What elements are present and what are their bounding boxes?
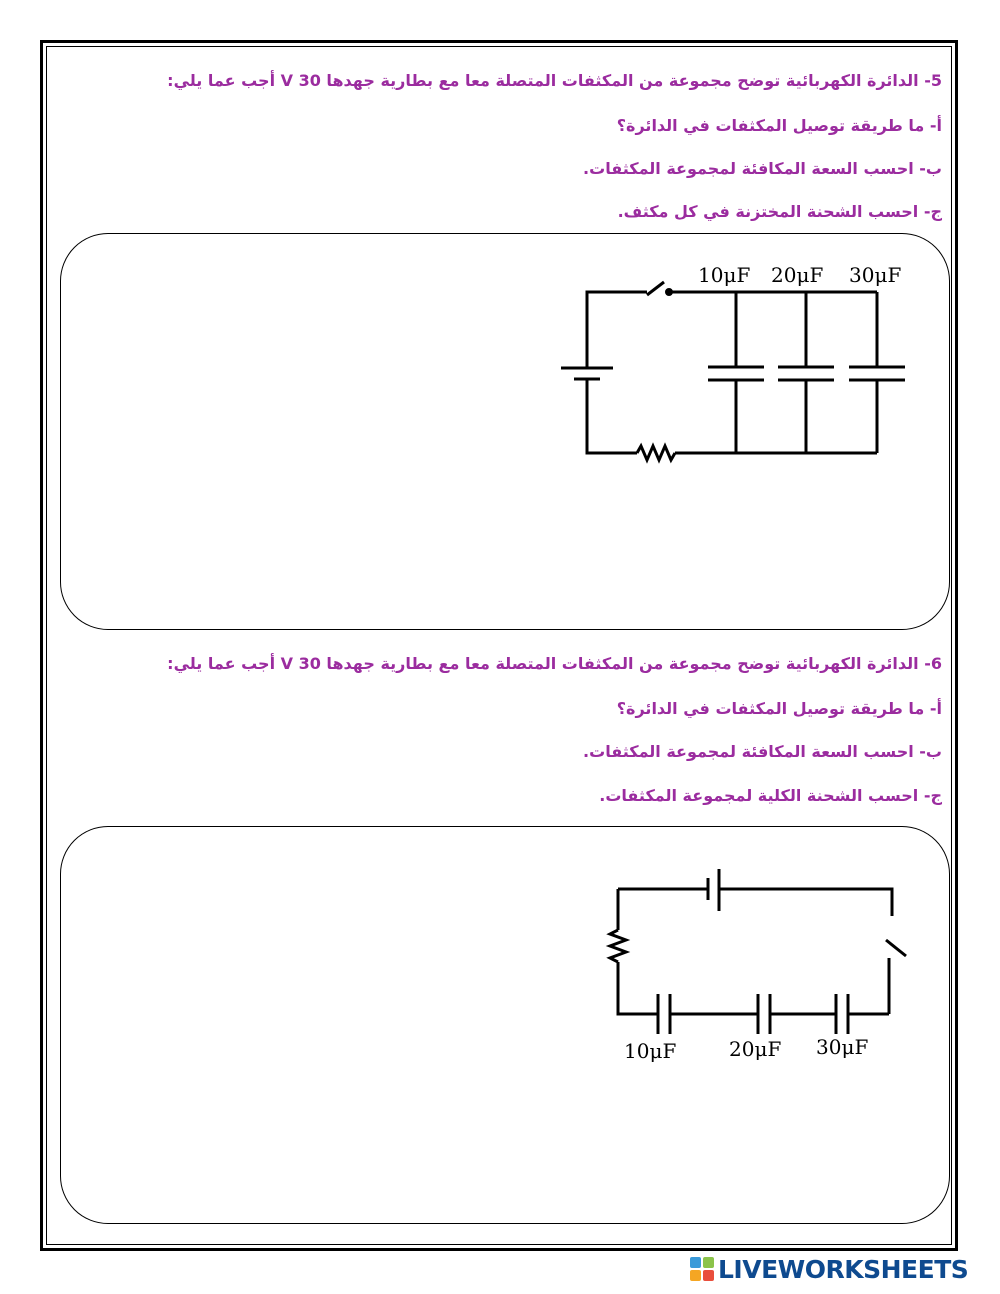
liveworksheets-brand-text: LIVEWORKSHEETS [718,1255,969,1284]
q6-series-circuit [61,827,951,1225]
q5-wire-left-bottom [587,379,637,453]
liveworksheets-logo[interactable] [690,1255,990,1285]
q5-part-b: ب- احسب السعة المكافئة لمجموعة المكثفات. [583,159,942,178]
q5-c2-label: 20μF [771,263,824,287]
q6-part-b: ب- احسب السعة المكافئة لمجموعة المكثفات. [583,742,942,761]
logo-square-3 [690,1270,701,1281]
q5-parallel-circuit [61,234,951,631]
liveworksheets-logo-icon [690,1257,716,1283]
q5-resistor [637,446,675,460]
q6-title: 6- الدائرة الكهربائية توضح مجموعة من المكثفات المتصلة معا مع بطارية جهدها 30 V أجب عما يلي: [167,654,942,673]
q5-answer-box[interactable] [60,233,950,630]
q5-switch-lever [647,282,664,295]
q6-part-a: أ- ما طريقة توصيل المكثفات في الدائرة؟ [616,699,942,718]
q6-c1-label: 10μF [624,1039,677,1063]
q6-wire-left-bottom [618,962,658,1014]
q6-answer-box[interactable] [60,826,950,1224]
q5-c3-label: 30μF [849,263,902,287]
q6-switch-lever [886,940,906,956]
q6-c2-label: 20μF [729,1037,782,1061]
q5-title: 5- الدائرة الكهربائية توضح مجموعة من المكثفات المتصلة معا مع بطارية جهدها 30 V أجب عما يلي: [167,71,942,90]
logo-square-1 [690,1257,701,1268]
q5-part-a: أ- ما طريقة توصيل المكثفات في الدائرة؟ [616,116,942,135]
q6-part-c: ج- احسب الشحنة الكلية لمجموعة المكثفات. [599,786,942,805]
logo-square-4 [703,1270,714,1281]
logo-square-2 [703,1257,714,1268]
q6-resistor [610,930,626,962]
q5-part-c: ج- احسب الشحنة المختزنة في كل مكثف. [617,202,942,221]
q6-c3-label: 30μF [816,1035,869,1059]
q5-wire-left-top [587,292,609,368]
q5-c1-label: 10μF [698,263,751,287]
q6-wire-top-right [719,889,892,916]
